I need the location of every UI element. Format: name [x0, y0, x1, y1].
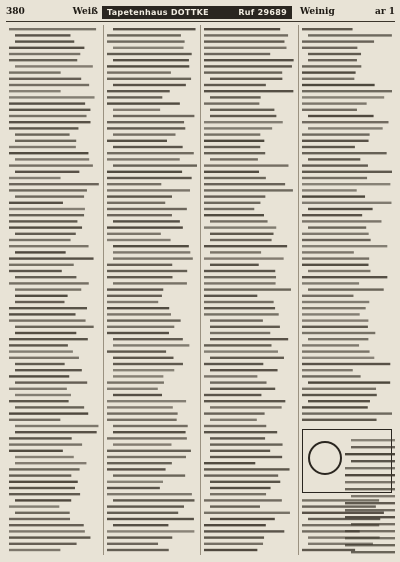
advert-text-lines: [345, 436, 396, 555]
column-2: [103, 25, 201, 555]
text-lines-1: [9, 25, 100, 555]
banner-phone: Ruf 29689: [238, 7, 287, 17]
banner-name: Tapetenhaus DOTTKE: [107, 7, 209, 17]
header-right: [292, 7, 395, 17]
advert-banner: [102, 6, 292, 19]
text-lines-2: [107, 25, 198, 555]
column-1: [6, 25, 103, 555]
header-name-right: Weinig: [300, 7, 335, 17]
advert-seal-icon: [308, 441, 342, 475]
text-lines-3: [204, 25, 295, 555]
column-3: [200, 25, 298, 555]
framed-advertisement: [302, 429, 393, 493]
header-rule: [6, 21, 395, 22]
page-header: [6, 4, 395, 20]
header-marker-right: ar 1: [375, 7, 395, 17]
entry-columns: [6, 25, 395, 555]
column-4: [298, 25, 396, 555]
header-name-left: Weiß: [72, 7, 98, 17]
header-left: [6, 7, 102, 17]
page-number: 380: [6, 7, 25, 17]
